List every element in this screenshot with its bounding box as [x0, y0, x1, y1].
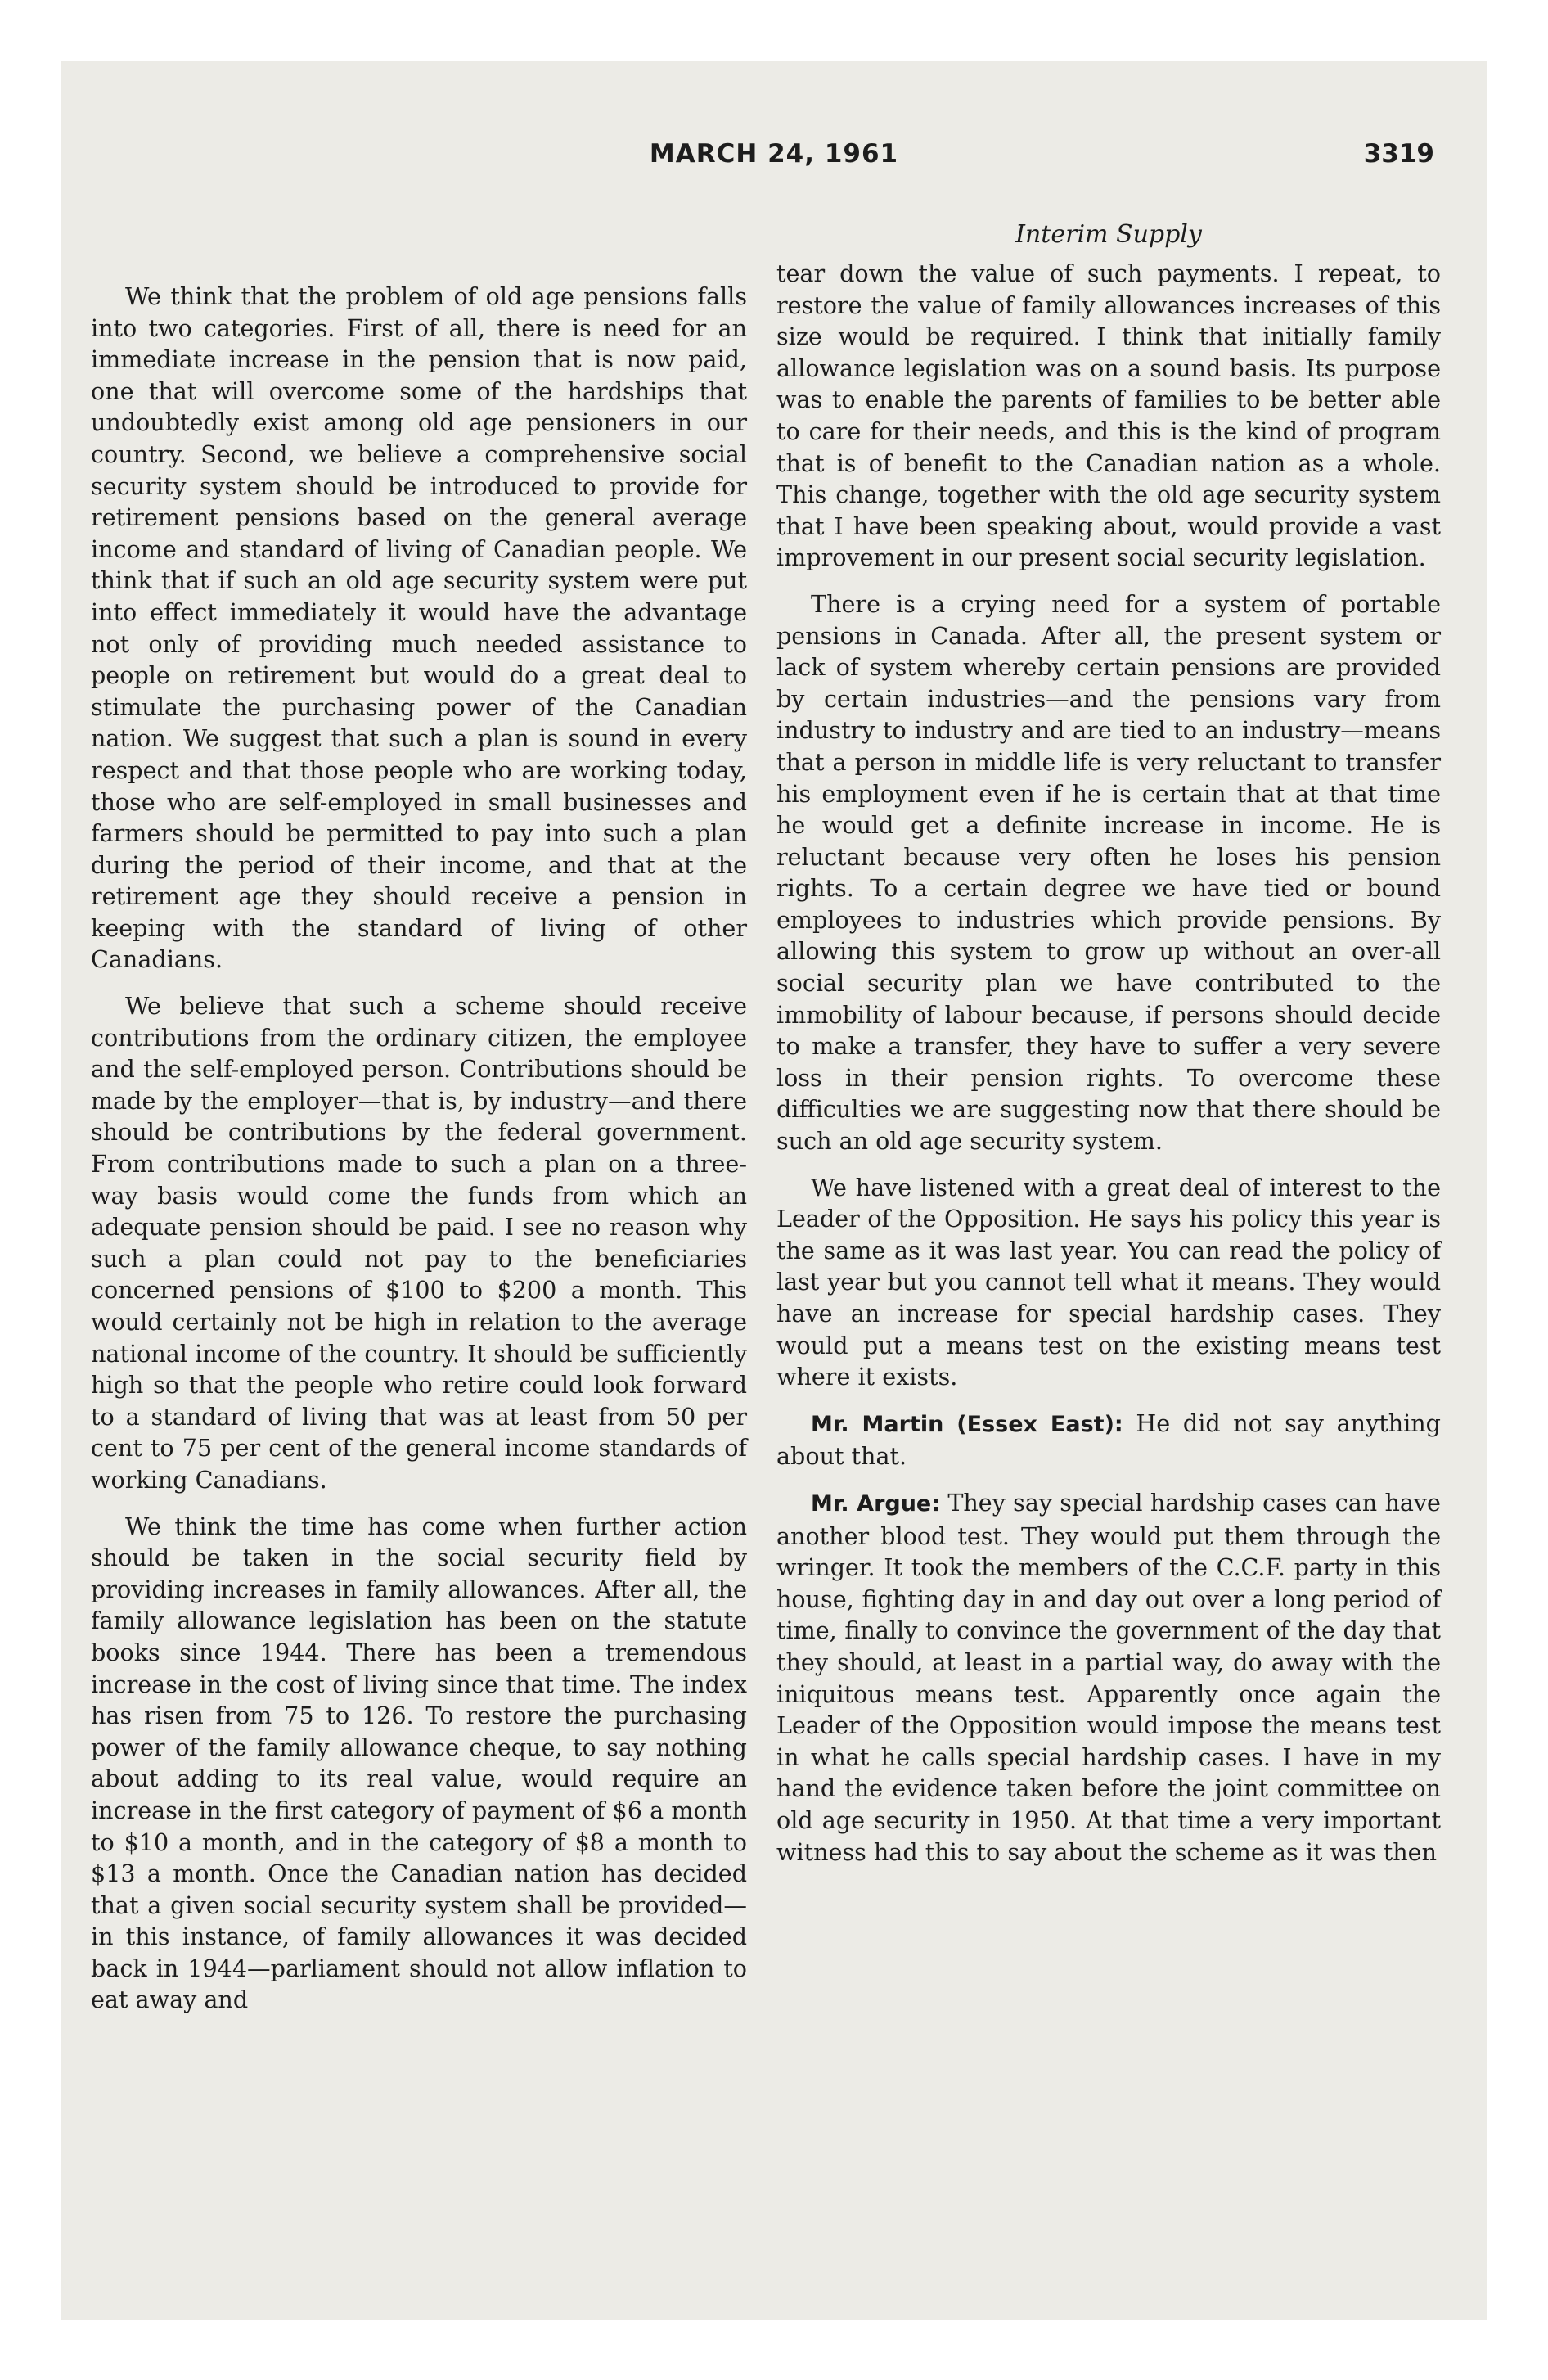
page-number: 3319	[1363, 139, 1434, 169]
paragraph: We think that the problem of old age pensions falls into two categories. First of all, there is need for an immediate increase in the pension that is now paid, one that will overcome some of the hardships that undoubtedly exist among old age pensioners in our country. Second, we believe a comprehensive social security system should be introduced to provide for retirement pensions based on the general average income and standard of living of Canadian people. We think that if such an old age security system were put into effect immediately it would have the advantage not only of providing much needed assistance to people on retirement but would do a great deal to stimulate the purchasing power of the Canadian nation. We suggest that such a plan is sound in every respect and that those people who are working today, those who are self-employed in small businesses and farmers should be permitted to pay into such a plan during the period of their income, and that at the retirement age they should receive a pension in keeping with the standard of living of other Canadians.	[91, 282, 747, 974]
speaker-text: He did not say anything about that.	[776, 1409, 1441, 1471]
page	[61, 61, 1487, 2320]
speaker-paragraph	[776, 1487, 1441, 1868]
paragraph: We have listened with a great deal of interest to the Leader of the Opposition. He says his policy this year is the same as it was last year. You can read the policy of last year but you cannot tell what it means. They would have an increase for special hardship cases. They would put a means test on the existing means test where it exists.	[776, 1173, 1441, 1391]
running-head: Interim Supply	[1015, 220, 1202, 249]
page-header	[61, 139, 1487, 188]
speaker-paragraph	[776, 1408, 1441, 1472]
paragraph: tear down the value of such payments. I repeat, to restore the value of family allowances increases of this size would be required. I think that initially family allowance legislation was on a sound basis. Its purpose was to enable the parents of families to be better able to care for their needs, and this is the kind of program that is of benefit to the Canadian nation as a whole. This change, together with the old age security system that I have been speaking about, would provide a vast improvement in our present social security legislation.	[776, 259, 1441, 572]
right-column	[776, 219, 1441, 1882]
left-column	[91, 281, 747, 2031]
speaker-text: They say special hardship cases can have another blood test. They would put them through the wringer. It took the members of the C.C.F. party in this house, fighting day in and day out over a long period of time, finally to convince the government of the day that they should, at least in a partial way, do away with the iniquitous means test. Apparently once again the Leader of the Opposition would impose the means test in what he calls special hardship cases. I have in my hand the evidence taken before the joint committee on old age security in 1950. At that time a very important witness had this to say about the scheme as it was then	[776, 1488, 1441, 1866]
page-date: MARCH 24, 1961	[649, 139, 899, 169]
paragraph: We believe that such a scheme should receive contributions from the ordinary citizen, the employee and the self-employed person. Contributions should be made by the employer—that is, by industry—and there should be contributions by the federal government. From contributions made to such a plan on a three-way basis would come the funds from which an adequate pension should be paid. I see no reason why such a plan could not pay to the beneficiaries concerned pensions of $100 to $200 a month. This would certainly not be high in relation to the average national income of the country. It should be sufficiently high so that the people who retire could look forward to a standard of living that was at least from 50 per cent to 75 per cent of the general income standards of working Canadians.	[91, 992, 747, 1494]
speaker-name: Mr. Martin (Essex East):	[811, 1411, 1123, 1437]
speaker-name: Mr. Argue:	[811, 1490, 941, 1517]
paragraph: There is a crying need for a system of portable pensions in Canada. After all, the present system or lack of system whereby certain pensions are provided by certain industries—and the pensions vary from industry to industry and are tied to an industry—means that a person in middle life is very reluctant to transfer his employment even if he is certain that at that time he would get a definite increase in income. He is reluctant because very often he loses his pension rights. To a certain degree we have tied or bound employees to industries which provide pensions. By allowing this system to grow up without an over-all social security plan we have contributed to the immobility of labour because, if persons should decide to make a transfer, they have to suffer a very severe loss in their pension rights. To overcome these difficulties we are suggesting now that there should be such an old age security system.	[776, 589, 1441, 1156]
paragraph: We think the time has come when further action should be taken in the social security field by providing increases in family allowances. After all, the family allowance legislation has been on the statute books since 1944. There has been a tremendous increase in the cost of living since that time. The index has risen from 75 to 126. To restore the purchasing power of the family allowance cheque, to say nothing about adding to its real value, would require an increase in the first category of payment of $6 a month to $10 a month, and in the category of $8 a month to $13 a month. Once the Canadian nation has decided that a given social security system shall be provided—in this instance, of family allowances it was decided back in 1944—parliament should not allow inflation to eat away and	[91, 1512, 747, 2014]
